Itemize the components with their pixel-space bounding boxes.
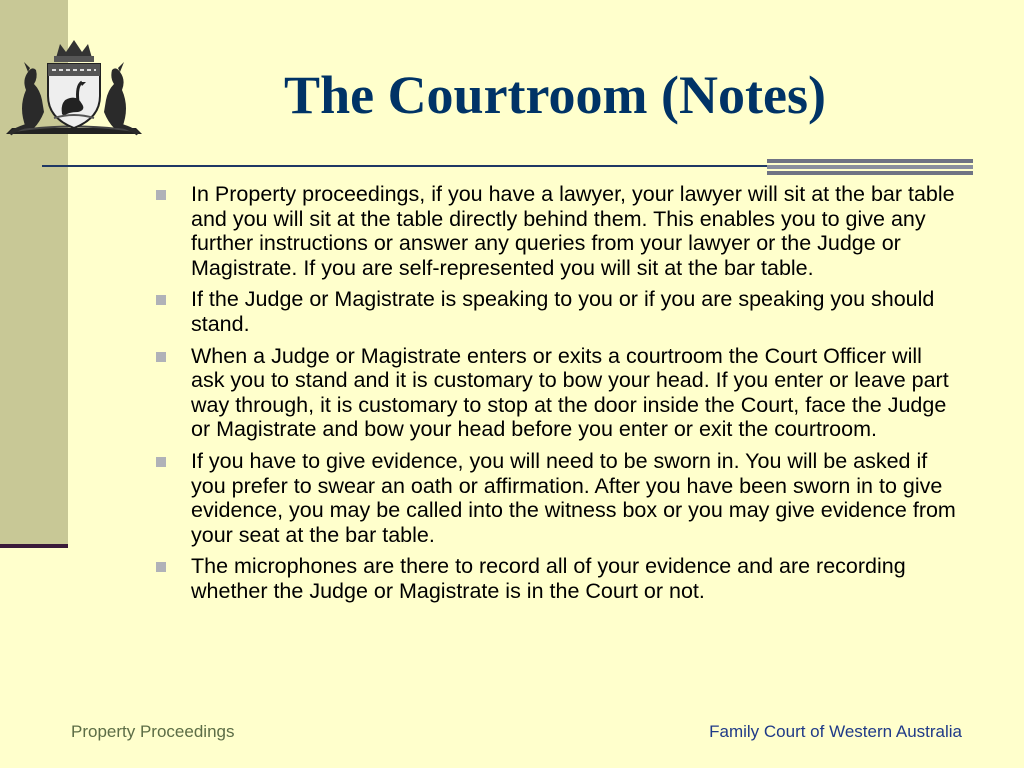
bullet-text: If you have to give evidence, you will need to be sworn in. You will be asked if you prefer to swear an oath or affirmation. After you have been sworn in to give evidence, you may be called into the witness box or you may give evidence from your seat at the bar table.	[191, 448, 956, 547]
bullet-text: In Property proceedings, if you have a lawyer, your lawyer will sit at the bar table and you will sit at the table directly behind them. This enables you to give any further instructions or answer any queries from your lawyer or the Judge or Magistrate. If you are self-represented you will sit at the bar table.	[191, 182, 955, 280]
bullet-item	[156, 554, 956, 603]
bullet-item	[156, 287, 956, 336]
bullet-text: The microphones are there to record all of your evidence and are recording whether the Judge or Magistrate is in the Court or not.	[191, 554, 906, 603]
square-bullet-icon	[156, 352, 166, 362]
square-bullet-icon	[156, 562, 166, 572]
bullet-text: If the Judge or Magistrate is speaking to you or if you are speaking you should stand.	[191, 287, 935, 336]
bullet-item	[156, 182, 956, 280]
title-underline-accent	[767, 159, 973, 175]
square-bullet-icon	[156, 457, 166, 467]
bullet-item	[156, 449, 956, 547]
title-underline	[42, 165, 772, 167]
bullet-item	[156, 344, 956, 442]
slide-title: The Courtroom (Notes)	[284, 65, 826, 125]
left-bar-accent-line	[0, 544, 68, 548]
square-bullet-icon	[156, 190, 166, 200]
square-bullet-icon	[156, 295, 166, 305]
coat-of-arms-icon	[4, 38, 144, 140]
bullet-text: When a Judge or Magistrate enters or exits a courtroom the Court Officer will ask you to stand and it is customary to bow your head. If you enter or leave part way through, it is customary to stop at the door inside the Court, face the Judge or Magistrate and bow your head before you enter or exit the courtroom.	[191, 343, 949, 442]
bullet-list	[156, 182, 956, 611]
footer-right-text: Family Court of Western Australia	[709, 722, 962, 741]
footer-left-text: Property Proceedings	[71, 722, 235, 741]
